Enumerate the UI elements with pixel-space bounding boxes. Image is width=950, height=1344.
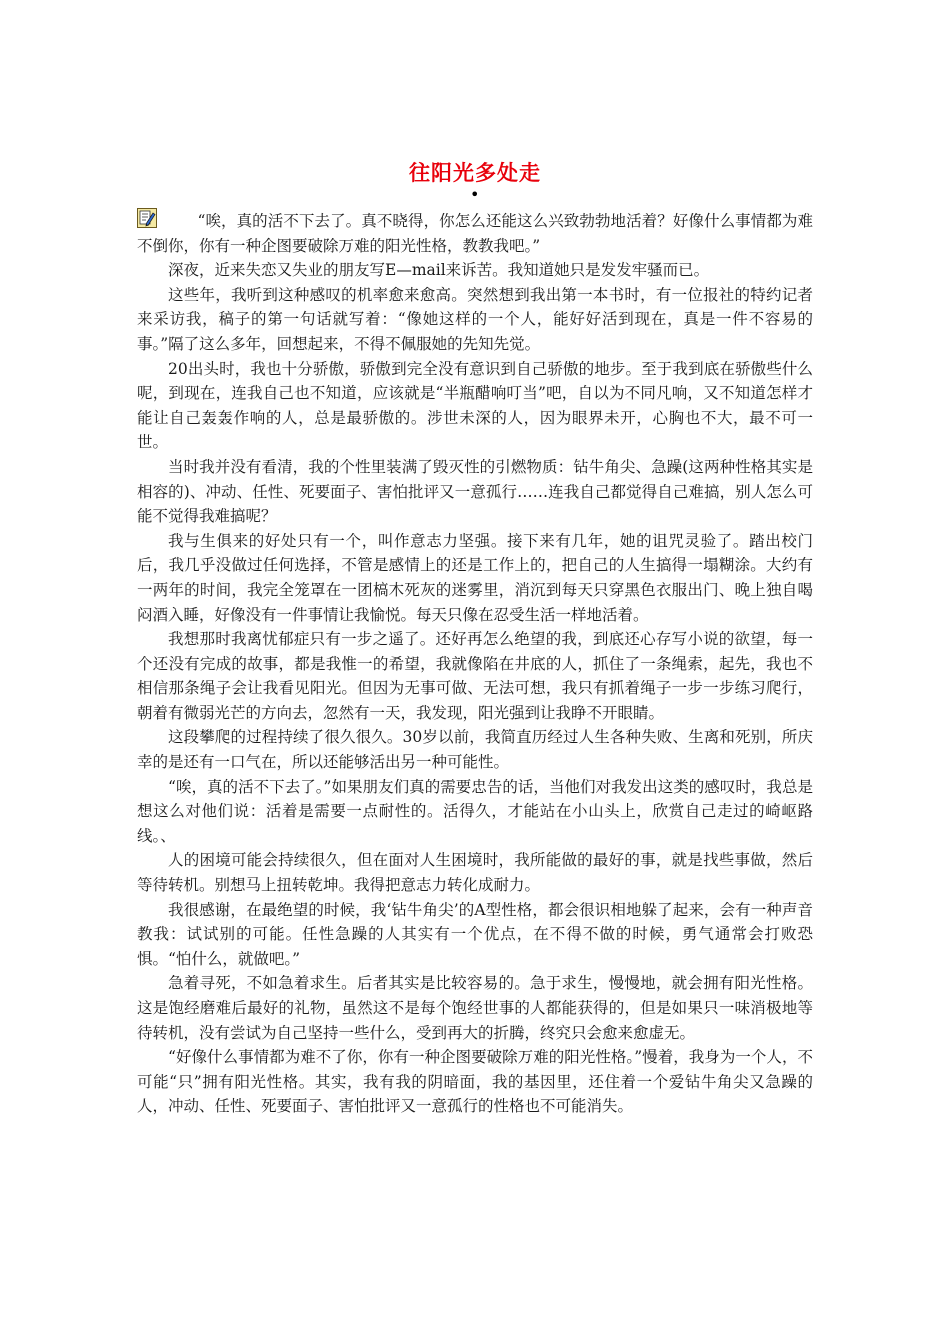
paragraph: 20出头时，我也十分骄傲，骄傲到完全没有意识到自己骄傲的地步。至于我到底在骄傲些什么呢，到现在，连我自己也不知道，应该就是“半瓶醋响叮当”吧，自以为不同凡响，又不知道怎样才能让自己轰轰作响的人，总是最骄傲的。涉世未深的人，因为眼界未开，心胸也不大，最不可一世。 [137,359,813,452]
paragraph: 人的困境可能会持续很久，但在面对人生困境时，我所能做的最好的事，就是找些事做，然后等待转机。别想马上扭转乾坤。我得把意志力转化成耐力。 [137,851,813,895]
article-body [137,209,813,1119]
document-title: 往阳光多处走 [409,161,541,185]
paragraph: 这段攀爬的过程持续了很久很久。30岁以前，我简直历经过人生各种失败、生离和死别，所庆幸的是还有一口气在，所以还能够活出另一种可能性。 [137,728,813,772]
paragraph: 这些年，我听到这种感叹的机率愈来愈高。突然想到我出第一本书时，有一位报社的特约记者来采访我，稿子的第一句话就写着：“像她这样的一个人，能好好活到现在，真是一件不容易的事。”隔了这么多年，回想起来，不得不佩服她的先知先觉。 [137,285,813,353]
paragraph: 我很感谢，在最绝望的时候，我‘钻牛角尖’的A型性格，都会很识相地躲了起来，会有一种声音教我：试试别的可能。任性急躁的人其实有一个优点，在不得不做的时候，勇气通常会打败恐惧。“怕什么，就做吧。” [137,900,813,968]
paragraph: 我想那时我离忧郁症只有一步之遥了。还好再怎么绝望的我，到底还心存写小说的欲望，每一个还没有完成的故事，都是我惟一的希望，我就像陷在井底的人，抓住了一条绳索，起先，我也不相信那条绳子会让我看见阳光。但因为无事可做、无法可想，我只有抓着绳子一步一步练习爬行，朝着有微弱光芒的方向去，忽然有一天，我发现，阳光强到让我睁不开眼睛。 [137,630,813,722]
paragraph: “好像什么事情都为难不了你，你有一种企图要破除万难的阳光性格。”慢着，我身为一个人，不可能“只”拥有阳光性格。其实，我有我的阴暗面，我的基因里，还住着一个爱钻牛角尖又急躁的人，冲动、任性、死要面子、害怕批评又一意孤行的性格也不可能消失。 [137,1048,813,1116]
paragraph: 急着寻死，不如急着求生。后者其实是比较容易的。急于求生，慢慢地，就会拥有阳光性格。这是饱经磨难后最好的礼物，虽然这不是每个饱经世事的人都能获得的，但是如果只一味消极地等待转机，没有尝试为自己坚持一些什么，受到再大的折腾，终究只会愈来愈虚无。 [137,974,813,1042]
paragraph: “唉，真的活不下去了。真不晓得，你怎么还能这么兴致勃勃地活着？好像什么事情都为难不倒你，你有一种企图要破除万难的阳光性格，教教我吧。” [137,212,813,255]
paragraph: “唉，真的活不下去了。”如果朋友们真的需要忠告的话，当他们对我发出这类的感叹时，我总是想这么对他们说：活着是需要一点耐性的。活得久，才能站在小山头上，欣赏自己走过的崎岖路线。、 [137,777,813,845]
paragraph: 深夜，近来失恋又失业的朋友写E—mail来诉苦。我知道她只是发发牢骚而已。 [168,261,710,280]
title-bullet: • [470,185,480,204]
paragraph: 我与生俱来的好处只有一个，叫作意志力坚强。接下来有几年，她的诅咒灵验了。踏出校门后，我几乎没做过任何选择，不管是感情上的还是工作上的，把自己的人生搞得一塌糊涂。大约有一两年的时间，我完全笼罩在一团槁木死灰的迷雾里，消沉到每天只穿黑色衣服出门、晚上独自喝闷酒入睡，好像没有一件事情让我愉悦。每天只像在忍受生活一样地活着。 [137,531,813,624]
paragraph: 当时我并没有看清，我的个性里装满了毁灭性的引燃物质：钻牛角尖、急躁(这两种性格其实是相容的)、冲动、任性、死要面子、害怕批评又一意孤行……连我自己都觉得自己难搞，别人怎么可能不觉得我难搞呢？ [137,457,813,526]
